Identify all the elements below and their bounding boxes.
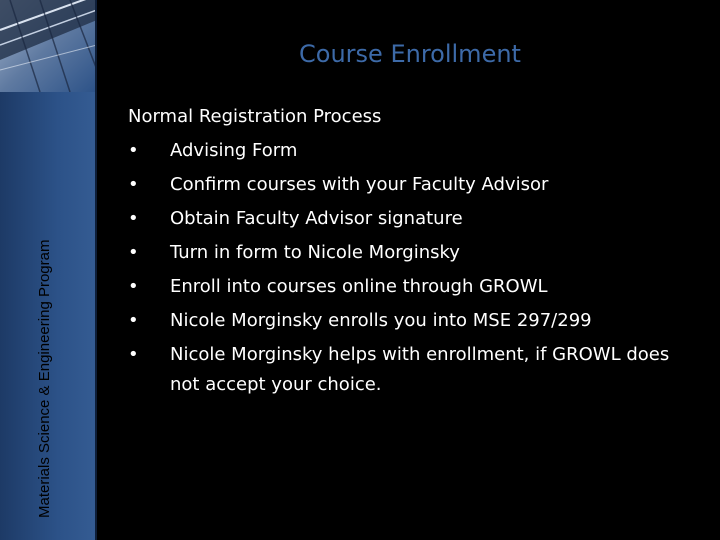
- bullet-item: [128, 304, 688, 338]
- slide-content: [128, 100, 688, 400]
- bullet-marker: •: [128, 174, 139, 195]
- bullet-list: [128, 134, 688, 400]
- bullet-text: Nicole Morginsky enrolls you into MSE 297/299: [170, 310, 592, 331]
- bullet-text: Enroll into courses online through GROWL: [170, 276, 548, 297]
- bullet-text: Advising Form: [170, 140, 298, 161]
- bullet-text: Obtain Faculty Advisor signature: [170, 208, 463, 229]
- bullet-marker: •: [128, 276, 139, 297]
- bullet-item: [128, 236, 688, 270]
- bullet-marker: •: [128, 310, 139, 331]
- intro-text: Normal Registration Process: [128, 106, 382, 127]
- bullet-marker: •: [128, 344, 139, 365]
- bullet-text: Turn in form to Nicole Morginsky: [170, 242, 460, 263]
- sidebar: [0, 0, 97, 540]
- bullet-marker: •: [128, 140, 139, 161]
- bullet-text: Nicole Morginsky helps with enrollment, if GROWL does not accept your choice.: [170, 344, 670, 395]
- bullet-item: [128, 338, 688, 400]
- program-name-label: Materials Science & Engineering Program: [36, 239, 53, 518]
- bullet-item: [128, 270, 688, 304]
- building-photo-image: [0, 0, 97, 92]
- bullet-item: [128, 168, 688, 202]
- bullet-text: Confirm courses with your Faculty Advisor: [170, 174, 549, 195]
- bullet-marker: •: [128, 208, 139, 229]
- bullet-item: [128, 202, 688, 236]
- bullet-marker: •: [128, 242, 139, 263]
- sidebar-divider: [95, 0, 97, 540]
- bullet-item: [128, 134, 688, 168]
- slide-title: Course Enrollment: [299, 40, 521, 68]
